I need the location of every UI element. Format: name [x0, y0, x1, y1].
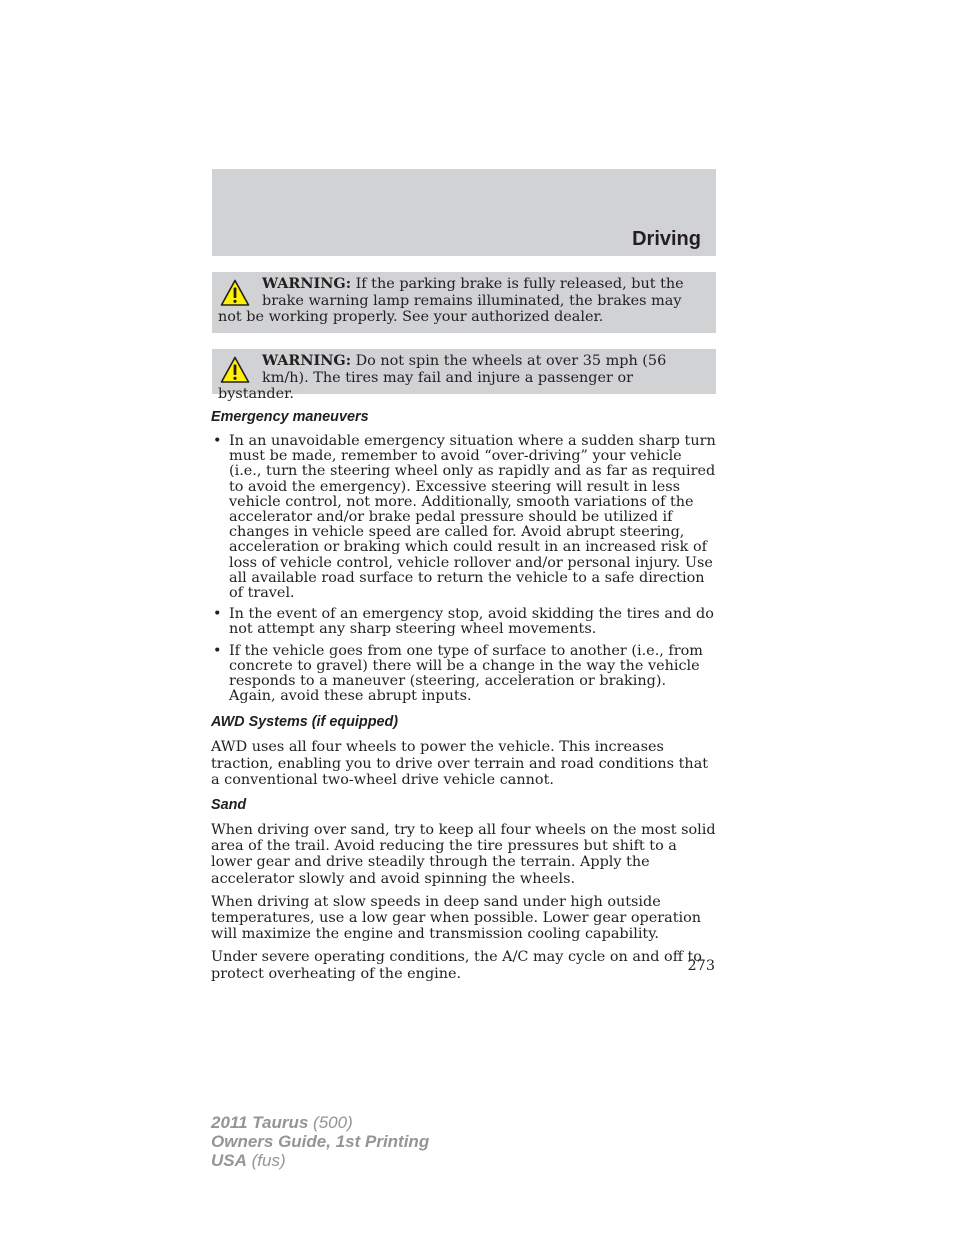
bullet-marker: • [213, 433, 222, 449]
page-number: 273 [687, 958, 715, 974]
warning-text: Do not spin the wheels at over 35 mph (56 km/h). The tires may fail and injure a passenger or bystander. [218, 353, 667, 402]
warning-label: WARNING: [262, 275, 352, 292]
paragraph-sand-2: When driving at slow speeds in deep sand under high outside temperatures, use a low gear when possible. Lower gear operation will maximize the engine and transmission cooling capability. [211, 893, 702, 943]
warning-box-wheel-spin [212, 349, 716, 402]
heading-emergency-maneuvers: Emergency maneuvers [211, 409, 369, 425]
paragraph-sand-1: When driving over sand, try to keep all four wheels on the most solid area of the trail. Avoid reducing the tire pressures but shift to a lower gear and drive steadily through the terrain. Apply the accelerator slowly and avoid spinning the wheels. [211, 822, 716, 887]
paragraph-sand-3: Under severe operating conditions, the A/C may cycle on and off to protect overheating of the engine. [211, 949, 702, 982]
section-header-band [212, 169, 716, 256]
warning-triangle-icon [220, 356, 250, 384]
heading-awd-systems: AWD Systems (if equipped) [211, 714, 399, 731]
heading-sand: Sand [211, 797, 247, 814]
footer-line-region [211, 1151, 429, 1170]
footer-printing: Owners Guide, 1st Printing [211, 1132, 430, 1151]
warning-triangle-icon [220, 279, 250, 307]
main-content [211, 407, 717, 989]
list-item [211, 644, 717, 705]
list-item-text: In an unavoidable emergency situation where a sudden sharp turn must be made, remember to avoid “over-driving” your vehicle (i.e., turn the steering wheel only as rapidly and as far as required to avoid the emergency). Excessive steering will result in less vehicle control, not more. Additionally, smooth variations of the accelerator and/or brake pedal pressure should be utilized if changes in vehicle speed are called for. Avoid abrupt steering, acceleration or braking which could result in an increased risk of loss of vehicle control, vehicle rollover and/or personal injury. Use all available road surface to return the vehicle to a safe direction of travel. [229, 433, 716, 602]
footer-model-code: (500) [308, 1113, 353, 1132]
emergency-bullet-list [211, 434, 717, 704]
footer-line-printing [211, 1132, 429, 1151]
paragraph-awd: AWD uses all four wheels to power the vehicle. This increases traction, enabling you to drive over terrain and road conditions that a conventional two-wheel drive vehicle cannot. [211, 739, 709, 788]
footer-line-model [211, 1113, 429, 1132]
warning-label: WARNING: [262, 352, 352, 369]
footer-region: USA [211, 1151, 247, 1170]
footer-model: 2011 Taurus [211, 1113, 309, 1132]
footer-edition-info [211, 1113, 429, 1170]
list-item-text: If the vehicle goes from one type of surface to another (i.e., from concrete to gravel) there will be a change in the way the vehicle responds to a maneuver (steering, acceleration or braking). Again, avoid these abrupt inputs. [229, 642, 703, 705]
list-item [211, 607, 717, 637]
bullet-marker: • [213, 606, 222, 623]
warning-box-parking-brake [212, 272, 716, 333]
bullet-marker: • [213, 642, 222, 659]
warning-text: If the parking brake is fully released, but the brake warning lamp remains illuminated, the brakes may not be working properly. See your authorized dealer. [218, 276, 684, 325]
footer-region-code: (fus) [246, 1151, 286, 1170]
list-item-text: In the event of an emergency stop, avoid skidding the tires and do not attempt any sharp steering wheel movements. [229, 606, 714, 638]
section-title: Driving [632, 228, 701, 250]
list-item [211, 434, 717, 601]
